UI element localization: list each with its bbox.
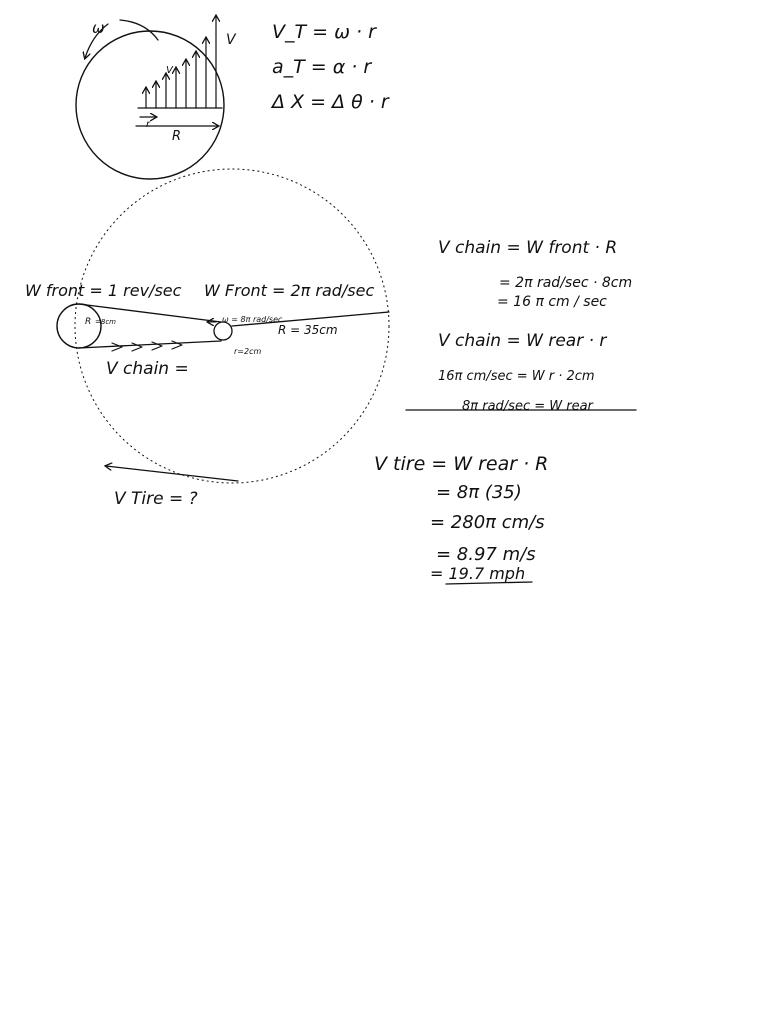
v-small-label: V <box>166 65 173 76</box>
solution-block <box>374 238 636 584</box>
rear-sprocket <box>214 322 232 340</box>
work-line-3: = 16 π cm / sec <box>497 294 607 310</box>
formula-dx: Δ X = Δ θ · r <box>272 91 389 113</box>
work-line-2: = 2π rad/sec · 8cm <box>499 275 633 291</box>
front-R-label: R <box>85 317 92 327</box>
r-small-label: r <box>146 119 151 130</box>
w-front-rad-label: W Front = 2π rad/sec <box>204 281 375 300</box>
w-rear-note: ω = 8π rad/sec <box>222 315 283 324</box>
rotating-disk-sketch <box>76 16 237 179</box>
tire-R-label: R = 35cm <box>278 323 338 337</box>
omega-label: ω <box>92 19 105 37</box>
rear-r-label: r=2cm <box>234 347 262 356</box>
work-line-8: = 8π (35) <box>436 482 522 503</box>
w-front-rev-label: W front = 1 rev/sec <box>25 281 182 300</box>
work-line-9: = 280π cm/s <box>430 512 545 533</box>
front-sprocket <box>57 304 101 348</box>
front-R-value: =8cm <box>95 318 116 326</box>
v-top-label: V <box>226 32 236 48</box>
work-line-10: = 8.97 m/s <box>436 544 536 565</box>
v-chain-label: V chain = <box>106 359 189 379</box>
tire-velocity-arrow <box>106 466 238 481</box>
work-line-11: = 19.7 mph <box>430 564 526 583</box>
R-label: R <box>172 129 182 144</box>
v-tire-label: V Tire = ? <box>114 489 198 509</box>
work-line-6: 8π rad/sec = W rear <box>462 399 593 414</box>
bike-diagram <box>25 169 389 509</box>
omega-curved-arrow <box>120 20 158 40</box>
chain-chevron-1 <box>112 343 122 351</box>
formula-block <box>270 21 390 113</box>
work-line-1: V chain = W front · R <box>438 238 618 258</box>
chain-chevron-3 <box>152 342 162 350</box>
disk-circle <box>76 31 224 179</box>
chain-bottom <box>79 341 221 348</box>
formula-at: a_T = α · r <box>272 56 372 78</box>
work-line-4: V chain = W rear · r <box>438 331 607 351</box>
work-line-5: 16π cm/sec = W r · 2cm <box>438 369 595 384</box>
work-line-7: V tire = W rear · R <box>374 453 549 475</box>
formula-vt: V_T = ω · r <box>272 21 376 43</box>
chain-chevron-4 <box>172 341 182 349</box>
chain-chevron-2 <box>132 343 142 351</box>
